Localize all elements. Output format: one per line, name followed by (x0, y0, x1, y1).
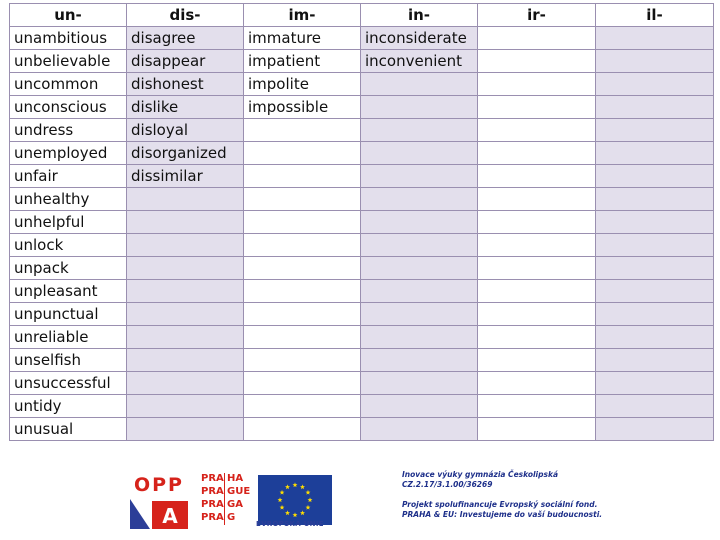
table-cell (127, 418, 244, 441)
table-cell (596, 188, 714, 211)
table-row (10, 119, 714, 142)
table-cell (244, 303, 361, 326)
praha-logo-text: G (227, 512, 236, 523)
column-header: un- (10, 4, 127, 27)
table-cell: undress (10, 119, 127, 142)
table-cell (478, 395, 596, 418)
table-cell (596, 395, 714, 418)
table-cell: unusual (10, 418, 127, 441)
table-cell: immature (244, 27, 361, 50)
table-cell (361, 119, 478, 142)
table-cell (244, 165, 361, 188)
table-cell (244, 211, 361, 234)
table-cell (361, 73, 478, 96)
table-row (10, 280, 714, 303)
table-cell (244, 119, 361, 142)
table-cell (596, 119, 714, 142)
table-cell: unpack (10, 257, 127, 280)
table-cell (596, 50, 714, 73)
table-cell (596, 211, 714, 234)
table-cell (596, 73, 714, 96)
column-header: im- (244, 4, 361, 27)
table-cell (596, 234, 714, 257)
table-row (10, 142, 714, 165)
table-cell (478, 165, 596, 188)
table-cell: unbelievable (10, 50, 127, 73)
table-cell (244, 326, 361, 349)
table-cell: unfair (10, 165, 127, 188)
table-cell (244, 234, 361, 257)
table-cell (478, 211, 596, 234)
table-cell (596, 349, 714, 372)
opp-logo (130, 469, 188, 529)
table-row (10, 234, 714, 257)
table-cell: impolite (244, 73, 361, 96)
column-header: ir- (478, 4, 596, 27)
table-cell (478, 188, 596, 211)
table-cell (478, 372, 596, 395)
table-cell (478, 349, 596, 372)
table-row (10, 303, 714, 326)
table-cell: disloyal (127, 119, 244, 142)
table-cell (478, 234, 596, 257)
table-cell (478, 280, 596, 303)
table-cell (361, 142, 478, 165)
project-info-line: Inovace výuky gymnázia Českolipská (402, 470, 559, 479)
table-cell (596, 372, 714, 395)
table-cell (127, 280, 244, 303)
table-cell (361, 165, 478, 188)
table-cell (361, 303, 478, 326)
table-cell (127, 257, 244, 280)
table-cell (127, 395, 244, 418)
table-cell: unpunctual (10, 303, 127, 326)
praha-logo-text: PRA (201, 486, 224, 497)
table-row (10, 188, 714, 211)
table-cell: unpleasant (10, 280, 127, 303)
table-cell: unlock (10, 234, 127, 257)
table-cell (361, 234, 478, 257)
table-cell (596, 303, 714, 326)
column-header: dis- (127, 4, 244, 27)
table-cell (478, 326, 596, 349)
table-cell (478, 257, 596, 280)
table-cell (127, 349, 244, 372)
eu-label: EVROPSKÁ UNIE (256, 520, 324, 528)
table-cell (596, 165, 714, 188)
table-row (10, 349, 714, 372)
table-cell: untidy (10, 395, 127, 418)
table-row (10, 326, 714, 349)
table-cell (596, 326, 714, 349)
table-cell (127, 211, 244, 234)
table-cell (361, 280, 478, 303)
column-header: il- (596, 4, 714, 27)
table-cell (361, 96, 478, 119)
table-cell (596, 27, 714, 50)
praha-logo-text: HA (227, 473, 244, 484)
table-cell (596, 418, 714, 441)
table-cell: unconscious (10, 96, 127, 119)
table-cell (478, 142, 596, 165)
table-cell: inconvenient (361, 50, 478, 73)
table-cell: dishonest (127, 73, 244, 96)
table-cell (127, 303, 244, 326)
project-info (402, 470, 602, 520)
table-cell: inconsiderate (361, 27, 478, 50)
column-header: in- (361, 4, 478, 27)
table-cell (361, 211, 478, 234)
table-cell: dissimilar (127, 165, 244, 188)
table-cell: unemployed (10, 142, 127, 165)
table-row (10, 27, 714, 50)
table-cell (361, 395, 478, 418)
project-info-line: PRAHA & EU: Investujeme do vaší budoucnosti. (402, 510, 603, 519)
table-row (10, 372, 714, 395)
table-cell (596, 96, 714, 119)
table-cell: dislike (127, 96, 244, 119)
table-cell (478, 303, 596, 326)
table-cell (478, 119, 596, 142)
table-cell: unambitious (10, 27, 127, 50)
opp-logo-bottom: A (162, 504, 178, 528)
project-info-line (402, 490, 602, 500)
table-cell (244, 188, 361, 211)
table-cell (361, 418, 478, 441)
table-cell (361, 349, 478, 372)
table-cell: disorganized (127, 142, 244, 165)
table-row (10, 211, 714, 234)
table-cell (244, 395, 361, 418)
table-cell (478, 73, 596, 96)
table-cell (244, 257, 361, 280)
praha-logo-divider (224, 473, 225, 525)
table-row (10, 73, 714, 96)
table-cell (361, 188, 478, 211)
table-cell (596, 280, 714, 303)
table-cell (478, 96, 596, 119)
praha-logo-text: GA (227, 499, 243, 510)
table-cell (244, 142, 361, 165)
table-row (10, 418, 714, 441)
table-row (10, 165, 714, 188)
table-row (10, 96, 714, 119)
table-cell: unreliable (10, 326, 127, 349)
table-cell (478, 27, 596, 50)
table-cell: unhelpful (10, 211, 127, 234)
table-cell: unselfish (10, 349, 127, 372)
praha-logo-text: PRA (201, 499, 224, 510)
table-cell (244, 280, 361, 303)
table-cell: unsuccessful (10, 372, 127, 395)
table-cell: impossible (244, 96, 361, 119)
table-cell (244, 349, 361, 372)
prefix-table (9, 3, 714, 441)
table-cell (127, 372, 244, 395)
table-cell: unhealthy (10, 188, 127, 211)
praha-logo-text: GUE (227, 486, 251, 497)
table-cell (127, 326, 244, 349)
table-cell (596, 257, 714, 280)
praha-logo-text: PRA (201, 473, 224, 484)
project-info-line: Projekt spolufinancuje Evropský sociální fond. (402, 500, 598, 509)
table-cell: uncommon (10, 73, 127, 96)
table-cell (361, 257, 478, 280)
table-cell (361, 326, 478, 349)
table-cell (244, 372, 361, 395)
table-cell (127, 234, 244, 257)
table-cell (244, 418, 361, 441)
table-cell: disappear (127, 50, 244, 73)
footer (0, 462, 720, 540)
project-info-line: CZ.2.17/3.1.00/36269 (402, 480, 493, 489)
table-cell: disagree (127, 27, 244, 50)
table-cell: impatient (244, 50, 361, 73)
table-row (10, 50, 714, 73)
table-cell (478, 418, 596, 441)
table-cell (596, 142, 714, 165)
table-row (10, 395, 714, 418)
table-cell (361, 372, 478, 395)
table-cell (478, 50, 596, 73)
table-cell (127, 188, 244, 211)
opp-logo-top: OPP (133, 474, 185, 496)
header-row (10, 4, 714, 27)
table-row (10, 257, 714, 280)
praha-logo-text: PRA (201, 512, 224, 523)
praha-logo (197, 471, 253, 527)
